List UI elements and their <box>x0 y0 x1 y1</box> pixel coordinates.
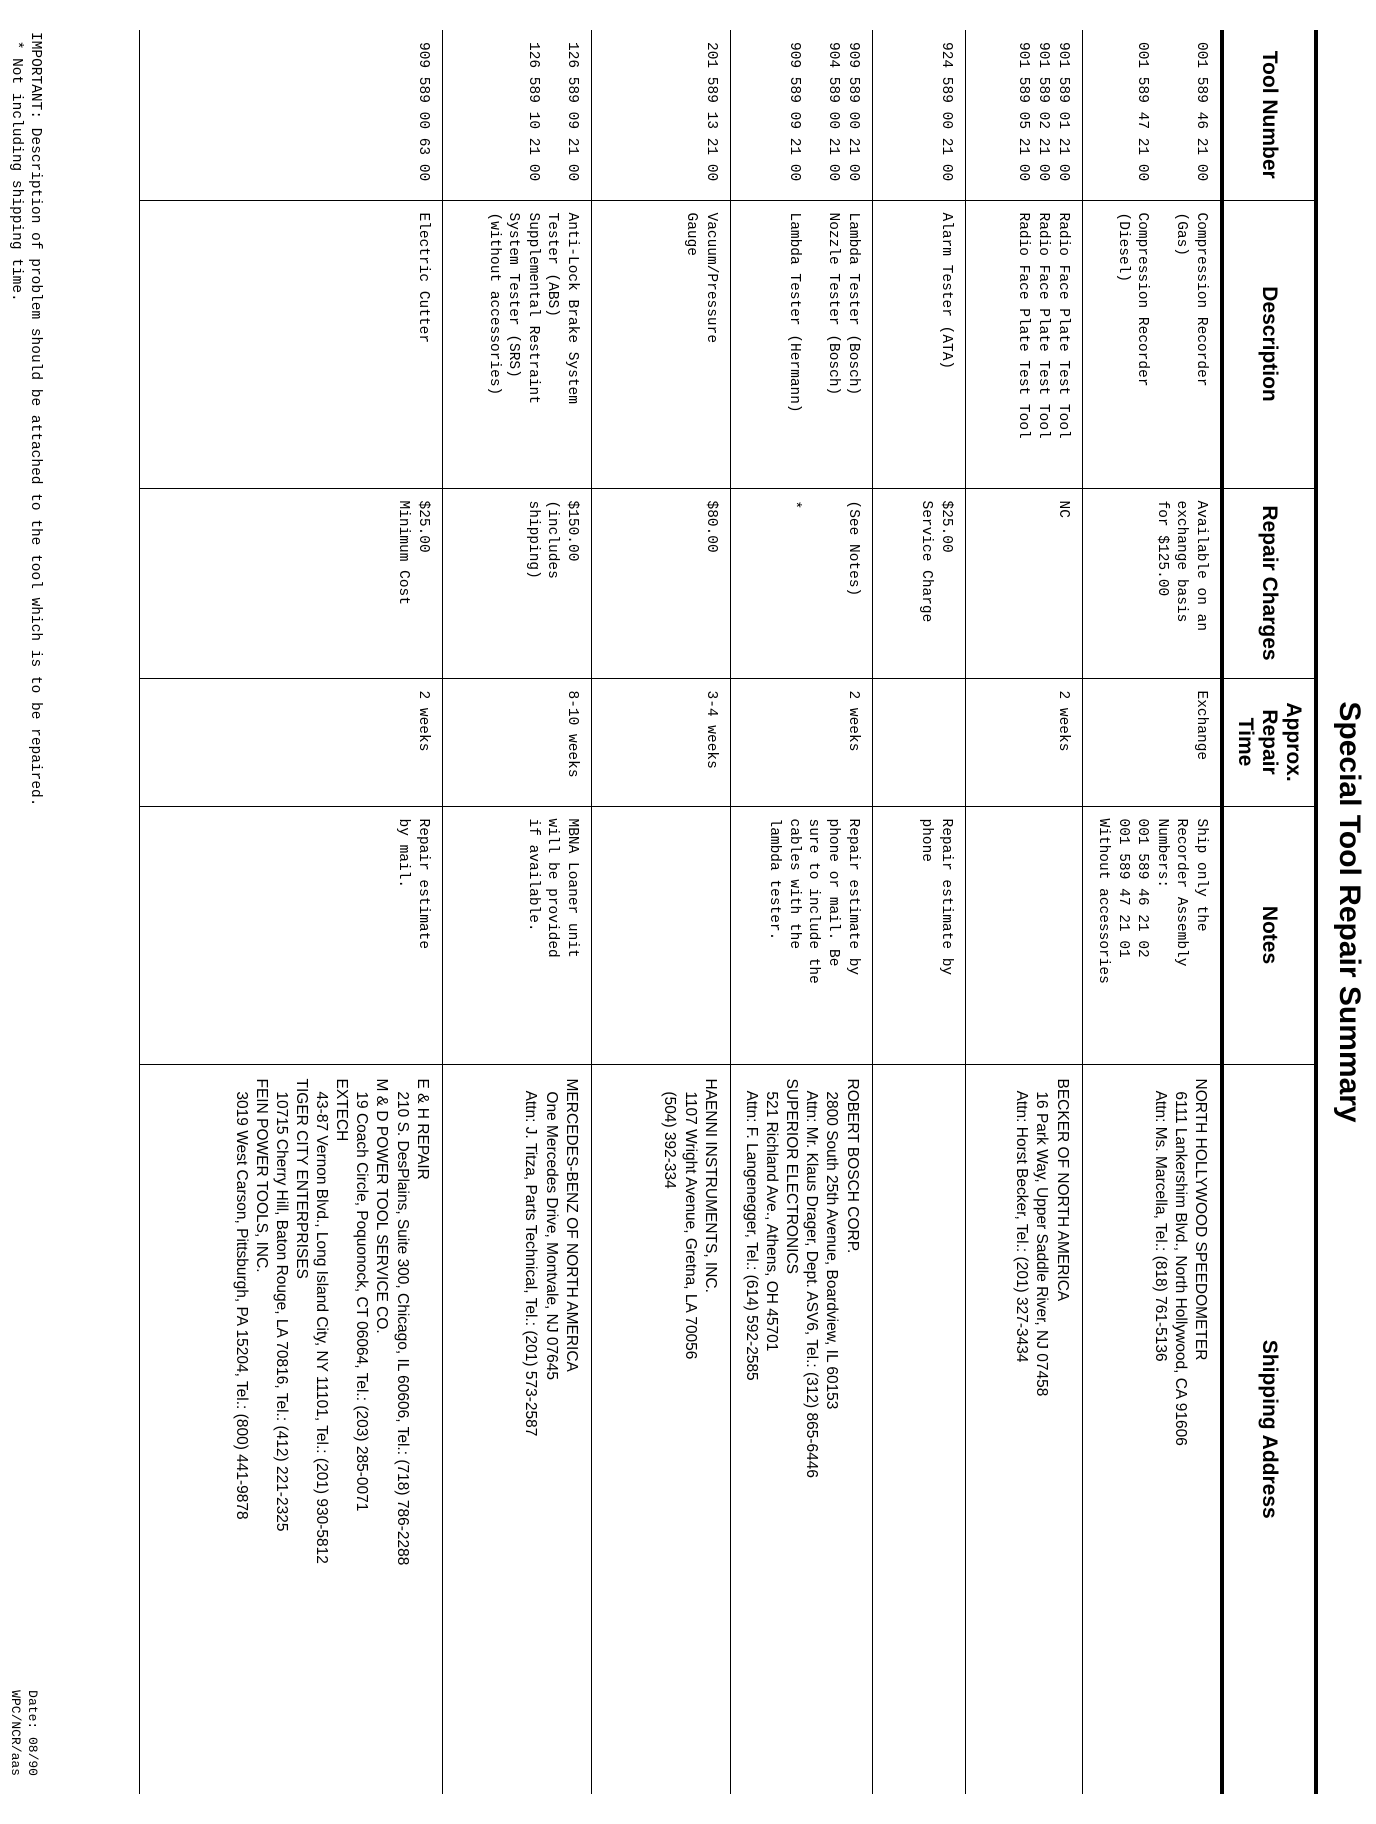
tool-number-cell: 201 589 13 21 00 <box>591 30 730 200</box>
description-cell: Vacuum/Pressure Gauge <box>591 200 730 488</box>
header-description: Description <box>1222 200 1316 488</box>
footnote: IMPORTANT: Description of problem should be attached to the tool which is to be repaired. * Not including shipping time. <box>8 32 43 807</box>
tool-number-cell: 001 589 46 21 00 001 589 47 21 00 <box>1082 30 1222 200</box>
notes-cell <box>965 806 1082 1064</box>
notes-cell: Repair estimate by mail. <box>139 806 442 1064</box>
table-row <box>730 30 872 1794</box>
shipping-address-cell: MERCEDES-BENZ OF NORTH AMERICA One Mercedes Drive, Montvale, NJ 07645 Attn: J. Titza, Parts Technical, Tel.: (201) 573-2587 <box>442 1064 591 1794</box>
notes-cell: Repair estimate by phone <box>872 806 965 1064</box>
shipping-address-cell <box>872 1064 965 1794</box>
header-notes: Notes <box>1222 806 1316 1064</box>
shipping-address-cell: BECKER OF NORTH AMERICA 16 Park Way, Upper Saddle River, NJ 07458 Attn: Horst Becker, Tel.: (201) 327-3434 <box>965 1064 1082 1794</box>
repair-time-cell: 3-4 weeks <box>591 678 730 806</box>
repair-summary-table <box>139 30 1318 1794</box>
date-line: Date: 08/90 <box>25 1690 40 1776</box>
tool-number-cell: 909 589 00 21 00 904 589 00 21 00 909 589 09 21 00 <box>730 30 872 200</box>
header-shipping-address: Shipping Address <box>1222 1064 1316 1794</box>
author-initials: WPC/NCR/aas <box>8 1690 24 1776</box>
repair-time-cell <box>872 678 965 806</box>
description-cell: Alarm Tester (ATA) <box>872 200 965 488</box>
header-repair-time: Approx. Repair Time <box>1222 678 1316 806</box>
shipping-address-cell: HAENNI INSTRUMENTS, INC. 1107 Wright Avenue, Gretna, LA 70056 (504) 392-334 <box>591 1064 730 1794</box>
table-row <box>591 30 730 1794</box>
repair-time-cell: 2 weeks <box>965 678 1082 806</box>
tool-number-cell: 901 589 01 21 00 901 589 02 21 00 901 589 05 21 00 <box>965 30 1082 200</box>
page-title: Special Tool Repair Summary <box>1333 701 1366 1123</box>
repair-charges-cell: $25.00 Service Charge <box>872 488 965 678</box>
repair-time-cell: 8-10 weeks <box>442 678 591 806</box>
repair-charges-cell: $80.00 <box>591 488 730 678</box>
repair-charges-cell: $150.00 (includes shipping) <box>442 488 591 678</box>
shipping-address-cell: E & H REPAIR 210 S. DesPlains, Suite 300, Chicago, IL 60606, Tel.: (718) 786-2288 M & D POWER TOOL SERVICE CO. 19 Coach Circle, Poquonock, CT 06064, Tel.: (203) 285-0071 EXTECH 43-87 Vernon Blvd., Long Island City, NY 11101, Tel.: (201) 930-5812 TIGER CITY ENTERPRISES 10715 Cherry Hill, Baton Rouge, LA 70816, Tel.: (412) 221-2325 FEIN POWER TOOLS, INC. 3019 West Carson, Pittsburgh, PA 15204, Tel.: (800) 441-9878 <box>139 1064 442 1794</box>
repair-charges-cell: Available on an exchange basis for $125.00 <box>1082 488 1222 678</box>
description-cell: Electric Cutter <box>139 200 442 488</box>
notes-cell: Ship only the Recorder Assembly Numbers: 001 589 46 21 02 001 589 47 21 01 Without accessories <box>1082 806 1222 1064</box>
notes-cell <box>591 806 730 1064</box>
notes-cell: MBNA Loaner unit will be provided if available. <box>442 806 591 1064</box>
repair-charges-cell: $25.00 Minimum Cost <box>139 488 442 678</box>
table-row <box>965 30 1082 1794</box>
repair-time-cell: Exchange <box>1082 678 1222 806</box>
repair-time-cell: 2 weeks <box>139 678 442 806</box>
tool-number-cell: 126 589 09 21 00 126 589 10 21 00 <box>442 30 591 200</box>
tool-number-cell: 924 589 00 21 00 <box>872 30 965 200</box>
table-row <box>1082 30 1222 1794</box>
description-cell: Compression Recorder (Gas) Compression Recorder (Diesel) <box>1082 200 1222 488</box>
shipping-address-cell: ROBERT BOSCH CORP. 2800 South 25th Avenue, Boardview, IL 60153 Attn: Mr. Klaus Drager, Dept. ASV6, Tel.: (312) 865-6446 SUPERIOR ELECTRONICS 521 Richland Ave., Athens, OH 45701 Attn: F. Langenegger, Tel.: (614) 592-2585 <box>730 1064 872 1794</box>
notes-cell: Repair estimate by phone or mail. Be sure to include the cables with the lambda tester. <box>730 806 872 1064</box>
description-cell: Lambda Tester (Bosch) Nozzle Tester (Bosch) Lambda Tester (Hermann) <box>730 200 872 488</box>
description-cell: Anti-Lock Brake System Tester (ABS) Supplemental Restraint System Tester (SRS) (without accessories) <box>442 200 591 488</box>
table-row <box>139 30 442 1794</box>
repair-time-cell: 2 weeks <box>730 678 872 806</box>
table-row <box>442 30 591 1794</box>
description-cell: Radio Face Plate Test Tool Radio Face Plate Test Tool Radio Face Plate Test Tool <box>965 200 1082 488</box>
shipping-address-cell: NORTH HOLLYWOOD SPEEDOMETER 6111 Lankershim Blvd., North Hollywood, CA 91606 Attn: Ms. Marcella, Tel.: (818) 761-5136 <box>1082 1064 1222 1794</box>
tool-number-cell: 909 589 00 63 00 <box>139 30 442 200</box>
header-tool-number: Tool Number <box>1222 30 1316 200</box>
table-header-row <box>1222 30 1316 1794</box>
date-block <box>6 1690 40 1776</box>
header-repair-charges: Repair Charges <box>1222 488 1316 678</box>
repair-charges-cell: NC <box>965 488 1082 678</box>
table-row <box>872 30 965 1794</box>
repair-charges-cell: (See Notes) * <box>730 488 872 678</box>
